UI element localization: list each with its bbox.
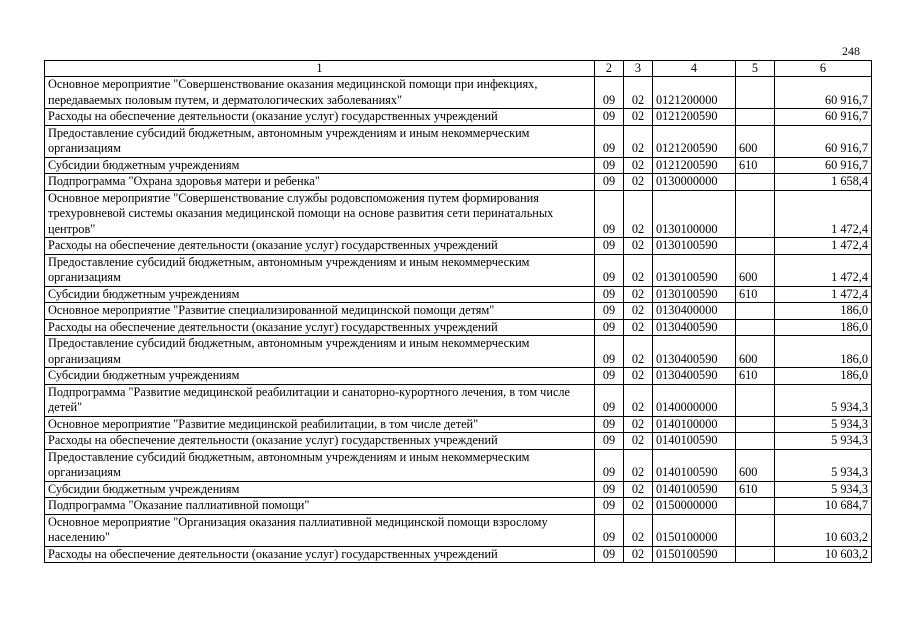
row-subsection-cell: 02 — [624, 449, 653, 481]
header-cell-subsection: 3 — [624, 61, 653, 77]
row-sum-cell: 60 916,7 — [775, 77, 872, 109]
table-row — [45, 157, 872, 174]
row-expense-type-cell: 600 — [736, 336, 775, 368]
row-expense-type-cell: 610 — [736, 368, 775, 385]
row-target-article-cell: 0130400590 — [653, 319, 736, 336]
row-expense-type-cell — [736, 384, 775, 416]
table-row — [45, 190, 872, 238]
row-subsection-cell: 02 — [624, 514, 653, 546]
row-subsection-cell: 02 — [624, 77, 653, 109]
row-name-cell: Подпрограмма "Охрана здоровья матери и ребенка" — [45, 174, 595, 191]
table-row — [45, 125, 872, 157]
row-sum-cell: 10 684,7 — [775, 498, 872, 515]
budget-table — [44, 60, 872, 563]
row-expense-type-cell: 600 — [736, 449, 775, 481]
table-row — [45, 416, 872, 433]
row-target-article-cell: 0130400590 — [653, 336, 736, 368]
table-row — [45, 77, 872, 109]
row-subsection-cell: 02 — [624, 336, 653, 368]
row-expense-type-cell — [736, 190, 775, 238]
row-target-article-cell: 0121200000 — [653, 77, 736, 109]
row-subsection-cell: 02 — [624, 254, 653, 286]
row-target-article-cell: 0140100590 — [653, 433, 736, 450]
row-expense-type-cell — [736, 319, 775, 336]
row-target-article-cell: 0150100000 — [653, 514, 736, 546]
row-name-cell: Предоставление субсидий бюджетным, автономным учреждениям и иным некоммерческим организациям — [45, 254, 595, 286]
row-subsection-cell: 02 — [624, 319, 653, 336]
row-expense-type-cell — [736, 109, 775, 126]
table-row — [45, 303, 872, 320]
row-expense-type-cell — [736, 433, 775, 450]
row-subsection-cell: 02 — [624, 416, 653, 433]
table-row — [45, 109, 872, 126]
row-target-article-cell: 0140000000 — [653, 384, 736, 416]
row-section-cell: 09 — [595, 481, 624, 498]
row-section-cell: 09 — [595, 433, 624, 450]
row-target-article-cell: 0130100590 — [653, 254, 736, 286]
row-section-cell: 09 — [595, 190, 624, 238]
row-subsection-cell: 02 — [624, 498, 653, 515]
row-target-article-cell: 0130100000 — [653, 190, 736, 238]
row-name-cell: Основное мероприятие "Совершенствование службы родовспоможения путем формирования трехуровневой системы оказания медицинской помощи на основе развития сети перинатальных центров" — [45, 190, 595, 238]
row-expense-type-cell: 600 — [736, 125, 775, 157]
table-row — [45, 319, 872, 336]
row-name-cell: Субсидии бюджетным учреждениям — [45, 286, 595, 303]
table-row — [45, 238, 872, 255]
row-section-cell: 09 — [595, 286, 624, 303]
row-sum-cell: 5 934,3 — [775, 449, 872, 481]
row-name-cell: Расходы на обеспечение деятельности (оказание услуг) государственных учреждений — [45, 109, 595, 126]
row-sum-cell: 186,0 — [775, 319, 872, 336]
row-expense-type-cell — [736, 174, 775, 191]
row-expense-type-cell — [736, 546, 775, 563]
row-section-cell: 09 — [595, 174, 624, 191]
row-section-cell: 09 — [595, 336, 624, 368]
row-name-cell: Расходы на обеспечение деятельности (оказание услуг) государственных учреждений — [45, 546, 595, 563]
row-expense-type-cell — [736, 416, 775, 433]
row-sum-cell: 186,0 — [775, 368, 872, 385]
row-section-cell: 09 — [595, 109, 624, 126]
row-section-cell: 09 — [595, 449, 624, 481]
table-row — [45, 384, 872, 416]
row-subsection-cell: 02 — [624, 368, 653, 385]
row-sum-cell: 10 603,2 — [775, 514, 872, 546]
table-row — [45, 174, 872, 191]
row-section-cell: 09 — [595, 546, 624, 563]
table-row — [45, 449, 872, 481]
row-section-cell: 09 — [595, 238, 624, 255]
page-number: 248 — [842, 44, 860, 58]
header-cell-name: 1 — [45, 61, 595, 77]
row-section-cell: 09 — [595, 514, 624, 546]
row-section-cell: 09 — [595, 125, 624, 157]
header-cell-section: 2 — [595, 61, 624, 77]
row-section-cell: 09 — [595, 319, 624, 336]
row-expense-type-cell — [736, 77, 775, 109]
row-sum-cell: 186,0 — [775, 336, 872, 368]
row-sum-cell: 5 934,3 — [775, 481, 872, 498]
row-target-article-cell: 0150000000 — [653, 498, 736, 515]
header-cell-sum: 6 — [775, 61, 872, 77]
row-name-cell: Подпрограмма "Развитие медицинской реабилитации и санаторно-курортного лечения, в том числе детей" — [45, 384, 595, 416]
row-section-cell: 09 — [595, 254, 624, 286]
row-subsection-cell: 02 — [624, 190, 653, 238]
row-target-article-cell: 0140100590 — [653, 481, 736, 498]
row-sum-cell: 1 472,4 — [775, 254, 872, 286]
row-name-cell: Субсидии бюджетным учреждениям — [45, 157, 595, 174]
header-cell-target-article: 4 — [653, 61, 736, 77]
row-target-article-cell: 0121200590 — [653, 125, 736, 157]
row-sum-cell: 5 934,3 — [775, 416, 872, 433]
row-target-article-cell: 0130400590 — [653, 368, 736, 385]
row-sum-cell: 1 472,4 — [775, 286, 872, 303]
table-row — [45, 336, 872, 368]
row-name-cell: Субсидии бюджетным учреждениям — [45, 368, 595, 385]
row-name-cell: Расходы на обеспечение деятельности (оказание услуг) государственных учреждений — [45, 319, 595, 336]
row-target-article-cell: 0140100000 — [653, 416, 736, 433]
table-row — [45, 514, 872, 546]
row-name-cell: Основное мероприятие "Развитие специализированной медицинской помощи детям" — [45, 303, 595, 320]
row-subsection-cell: 02 — [624, 109, 653, 126]
row-subsection-cell: 02 — [624, 174, 653, 191]
row-sum-cell: 10 603,2 — [775, 546, 872, 563]
row-section-cell: 09 — [595, 498, 624, 515]
row-expense-type-cell — [736, 514, 775, 546]
row-expense-type-cell — [736, 303, 775, 320]
row-target-article-cell: 0121200590 — [653, 109, 736, 126]
row-name-cell: Расходы на обеспечение деятельности (оказание услуг) государственных учреждений — [45, 238, 595, 255]
row-section-cell: 09 — [595, 368, 624, 385]
row-sum-cell: 1 472,4 — [775, 238, 872, 255]
row-section-cell: 09 — [595, 303, 624, 320]
row-expense-type-cell: 610 — [736, 157, 775, 174]
table-row — [45, 546, 872, 563]
row-subsection-cell: 02 — [624, 125, 653, 157]
row-subsection-cell: 02 — [624, 433, 653, 450]
row-subsection-cell: 02 — [624, 303, 653, 320]
table-row — [45, 368, 872, 385]
row-name-cell: Предоставление субсидий бюджетным, автономным учреждениям и иным некоммерческим организациям — [45, 449, 595, 481]
row-target-article-cell: 0140100590 — [653, 449, 736, 481]
table-row — [45, 433, 872, 450]
row-name-cell: Расходы на обеспечение деятельности (оказание услуг) государственных учреждений — [45, 433, 595, 450]
row-name-cell: Основное мероприятие "Организация оказания паллиативной медицинской помощи взрослому населению" — [45, 514, 595, 546]
header-cell-expense-type: 5 — [736, 61, 775, 77]
table-row — [45, 481, 872, 498]
row-expense-type-cell — [736, 498, 775, 515]
row-section-cell: 09 — [595, 384, 624, 416]
row-target-article-cell: 0150100590 — [653, 546, 736, 563]
row-sum-cell: 5 934,3 — [775, 384, 872, 416]
row-expense-type-cell: 600 — [736, 254, 775, 286]
row-expense-type-cell: 610 — [736, 481, 775, 498]
row-target-article-cell: 0130400000 — [653, 303, 736, 320]
row-subsection-cell: 02 — [624, 481, 653, 498]
row-sum-cell: 60 916,7 — [775, 125, 872, 157]
row-section-cell: 09 — [595, 77, 624, 109]
row-target-article-cell: 0130100590 — [653, 286, 736, 303]
row-expense-type-cell: 610 — [736, 286, 775, 303]
row-section-cell: 09 — [595, 157, 624, 174]
header-row — [45, 61, 872, 77]
row-sum-cell: 60 916,7 — [775, 109, 872, 126]
row-expense-type-cell — [736, 238, 775, 255]
row-subsection-cell: 02 — [624, 238, 653, 255]
row-target-article-cell: 0130100590 — [653, 238, 736, 255]
row-subsection-cell: 02 — [624, 157, 653, 174]
row-name-cell: Субсидии бюджетным учреждениям — [45, 481, 595, 498]
table-row — [45, 498, 872, 515]
row-name-cell: Основное мероприятие "Совершенствование оказания медицинской помощи при инфекциях, передаваемых половым путем, и дерматологических заболеваниях" — [45, 77, 595, 109]
row-subsection-cell: 02 — [624, 384, 653, 416]
row-sum-cell: 1 658,4 — [775, 174, 872, 191]
row-subsection-cell: 02 — [624, 546, 653, 563]
row-target-article-cell: 0121200590 — [653, 157, 736, 174]
row-name-cell: Предоставление субсидий бюджетным, автономным учреждениям и иным некоммерческим организациям — [45, 336, 595, 368]
row-sum-cell: 186,0 — [775, 303, 872, 320]
row-name-cell: Предоставление субсидий бюджетным, автономным учреждениям и иным некоммерческим организациям — [45, 125, 595, 157]
row-section-cell: 09 — [595, 416, 624, 433]
row-subsection-cell: 02 — [624, 286, 653, 303]
row-name-cell: Подпрограмма "Оказание паллиативной помощи" — [45, 498, 595, 515]
table-row — [45, 286, 872, 303]
row-sum-cell: 1 472,4 — [775, 190, 872, 238]
table-row — [45, 254, 872, 286]
row-sum-cell: 5 934,3 — [775, 433, 872, 450]
row-target-article-cell: 0130000000 — [653, 174, 736, 191]
row-name-cell: Основное мероприятие "Развитие медицинской реабилитации, в том числе детей" — [45, 416, 595, 433]
row-sum-cell: 60 916,7 — [775, 157, 872, 174]
